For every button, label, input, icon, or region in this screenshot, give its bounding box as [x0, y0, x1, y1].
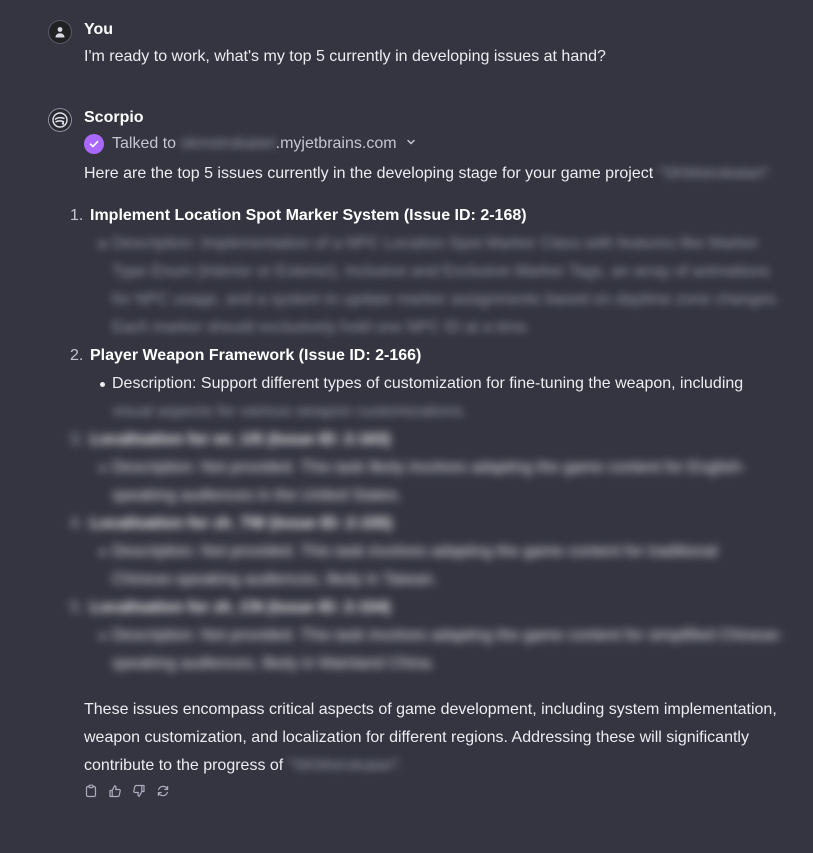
issue-description-row: [90, 622, 784, 678]
list-item: [70, 426, 784, 510]
issue-description-row: [90, 370, 784, 426]
regenerate-icon[interactable]: [156, 784, 170, 798]
list-item: [70, 594, 784, 678]
issue-description-row: [90, 538, 784, 594]
bullet-dot: [100, 466, 105, 471]
issue-description-redacted: Description: Implementation of a NPC Location Spot Marker Class with features like Marker Type Enum (Interior or Exterior), Inclusive and Exclusive Marker Tags, an array of animations for NPC usage, and a system to update marker assignments based on daytime zone changes. Each marker should exclusively hold one NPC ID at a time.: [112, 235, 780, 336]
scorpio-logo-icon: [51, 111, 69, 129]
project-name-redacted: "SKMstrokatari".: [287, 757, 404, 774]
issue-title: Player Weapon Framework (Issue ID: 2-166): [90, 347, 422, 364]
intro-text-visible: Here are the top 5 issues currently in the developing stage for your game project: [84, 165, 654, 182]
list-item: [70, 202, 784, 342]
issue-description-row: [90, 230, 784, 342]
chevron-down-icon[interactable]: [405, 132, 417, 156]
issue-description-visible: Description: Support different types of customization for fine-tuning the weapon, including: [112, 375, 744, 392]
thumbs-up-icon[interactable]: [108, 784, 122, 798]
bullet-dot: [100, 382, 105, 387]
plugin-call-prefix: Talked to: [112, 135, 177, 152]
assistant-avatar: [48, 108, 72, 132]
issue-description-redacted: Description: Not provided. This task likely involves adapting the game content for English-speaking audiences in the United States.: [112, 459, 746, 504]
user-author-name: You: [84, 21, 114, 38]
issue-title: Localisation for en_US (Issue ID: 2-163): [90, 431, 391, 448]
issue-title: Localisation for zh_TW (Issue ID: 2-155): [90, 515, 393, 532]
issue-number: 5.: [70, 599, 84, 616]
issue-number: 1.: [70, 207, 84, 224]
intro-text: [84, 160, 784, 188]
issue-title: Implement Location Spot Marker System (Issue ID: 2-168): [90, 207, 527, 224]
plugin-domain-redacted: skmstrokatari: [180, 135, 276, 152]
summary-text: [84, 696, 784, 780]
issue-description-redacted: Description: Not provided. This task involves adapting the game content for simplified Chinese-speaking audiences, likely in Mainland China.: [112, 627, 784, 672]
bullet-dot: [100, 242, 105, 247]
issue-list: [70, 202, 784, 678]
issue-description-redacted: visual aspects for various weapon customizations.: [112, 403, 467, 420]
list-item: [70, 510, 784, 594]
project-name-redacted: "SKMstrokatari".: [657, 165, 774, 182]
clipboard-icon[interactable]: [84, 784, 98, 798]
check-icon: [84, 134, 104, 154]
plugin-call-label: [112, 132, 397, 156]
issue-number: 4.: [70, 515, 84, 532]
bullet-dot: [100, 550, 105, 555]
list-item: [70, 342, 784, 426]
message-actions: [84, 784, 784, 798]
issue-description-redacted: Description: Not provided. This task involves adapting the game content for traditional Chinese-speaking audiences, likely in Taiwan.: [112, 543, 718, 588]
issue-title: Localisation for zh_CN (Issue ID: 2-154): [90, 599, 391, 616]
user-avatar-icon: [53, 25, 67, 39]
bullet-dot: [100, 634, 105, 639]
plugin-call-row[interactable]: [84, 132, 784, 156]
issue-number: 2.: [70, 347, 84, 364]
user-avatar: [48, 20, 72, 44]
issue-description-row: [90, 454, 784, 510]
issue-number: 3.: [70, 431, 84, 448]
assistant-author-name: Scorpio: [84, 109, 144, 126]
summary-text-visible: These issues encompass critical aspects of game development, including system implementation, weapon customization, and localization for different regions. Addressing these will significantly contribute to the progress of: [84, 701, 777, 774]
thumbs-down-icon[interactable]: [132, 784, 146, 798]
plugin-domain-suffix: .myjetbrains.com: [275, 135, 397, 152]
user-message-text: I'm ready to work, what's my top 5 currently in developing issues at hand?: [84, 48, 606, 65]
